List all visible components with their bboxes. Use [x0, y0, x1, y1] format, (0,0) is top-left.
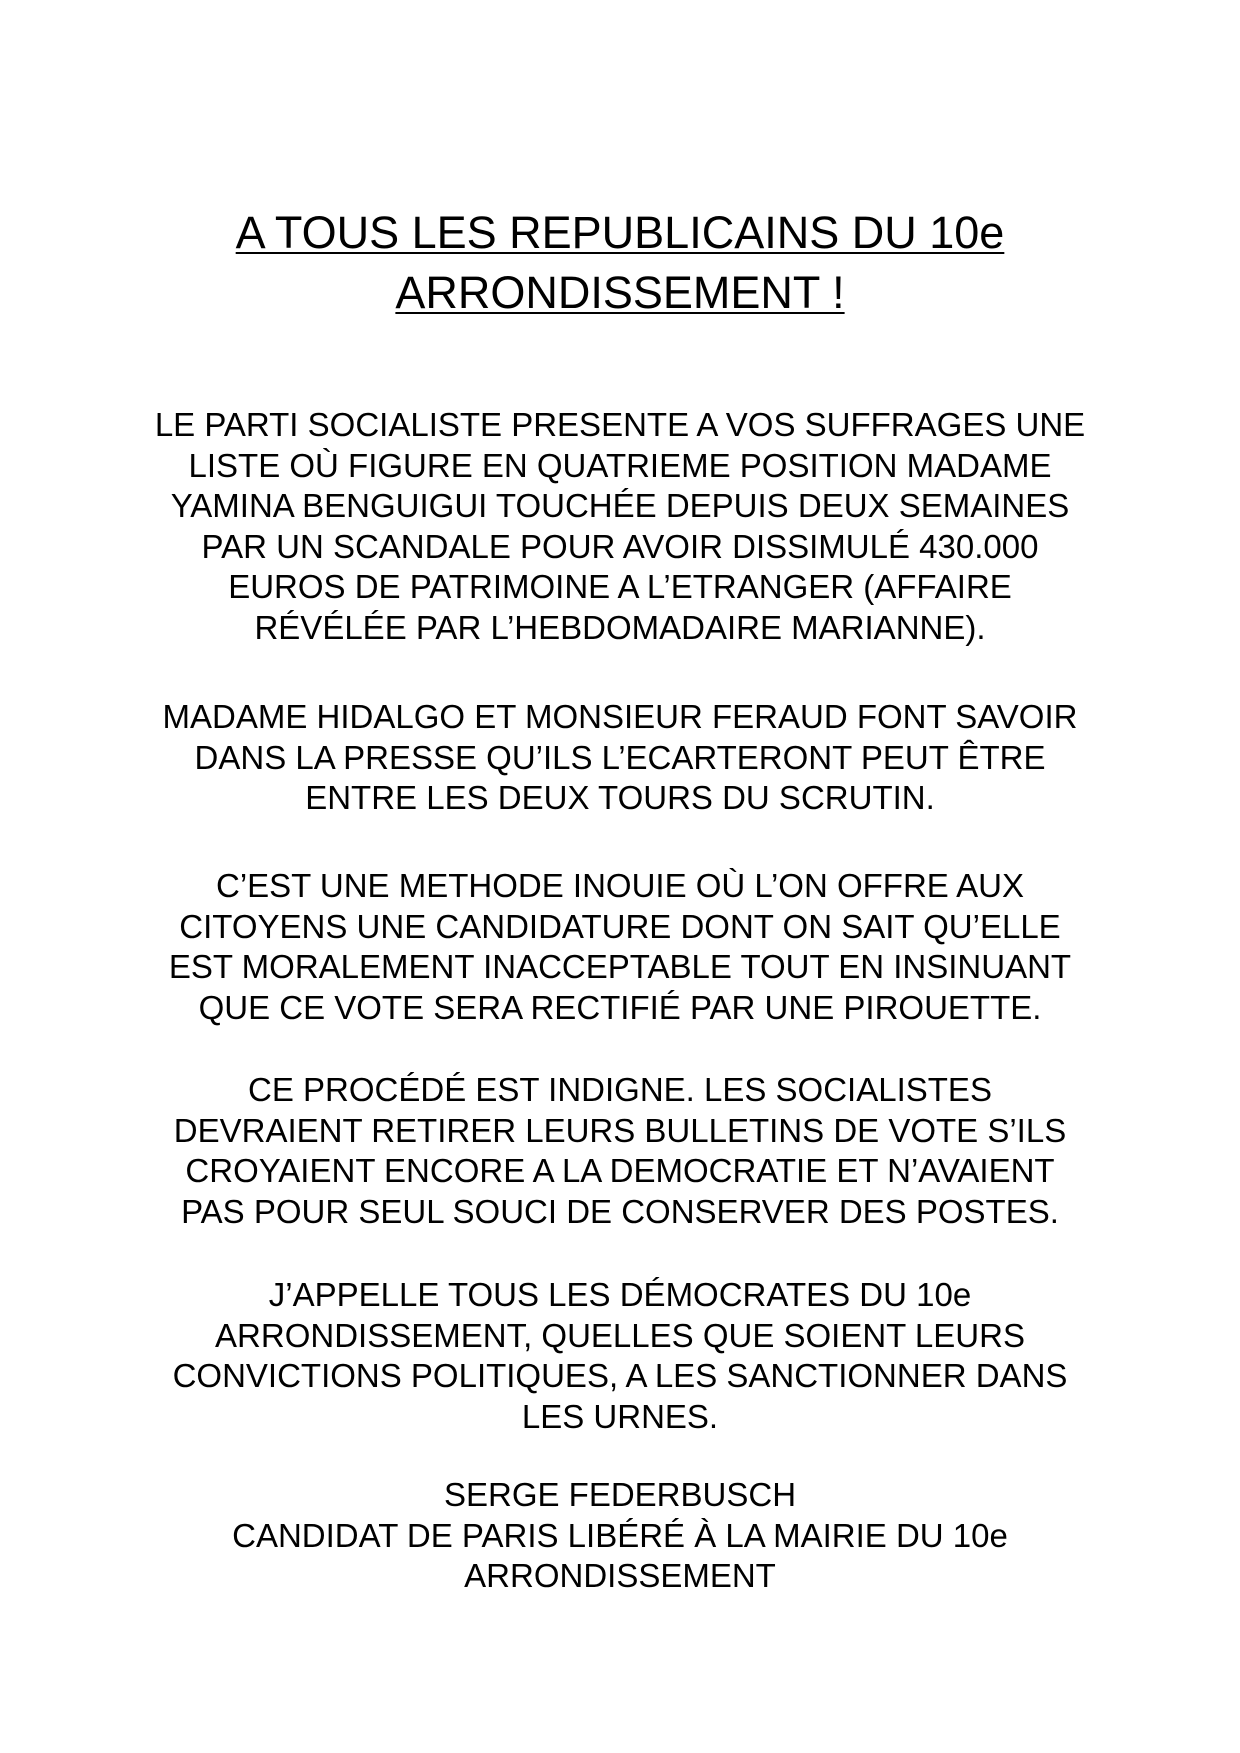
paragraph-scandal: LE PARTI SOCIALISTE PRESENTE A VOS SUFFRAGES UNE LISTE OÙ FIGURE EN QUATRIEME POSITION MADAME YAMINA BENGUIGUI TOUCHÉE DEPUIS DEUX SEMAINES PAR UN SCANDALE POUR AVOIR DISSIMULÉ 430.000 EUROS DE PATRIMOINE A L’ETRANGER (AFFAIRE RÉVÉLÉE PAR L’HEBDOMADAIRE MARIANNE).: [154, 406, 1086, 646]
document-title: [0, 203, 1240, 323]
paragraph-indigne: CE PROCÉDÉ EST INDIGNE. LES SOCIALISTES DEVRAIENT RETIRER LEURS BULLETINS DE VOTE S’ILS CROYAIENT ENCORE A LA DEMOCRATIE ET N’AVAIENT PAS POUR SEUL SOUCI DE CONSERVER DES POSTES.: [173, 1071, 1067, 1230]
paragraph-appeal: J’APPELLE TOUS LES DÉMOCRATES DU 10e ARRONDISSEMENT, QUELLES QUE SOIENT LEURS CONVICTIONS POLITIQUES, A LES SANCTIONNER DANS LES URNES.: [172, 1276, 1068, 1435]
document-title-text: A TOUS LES REPUBLICAINS DU 10e ARRONDISSEMENT !: [235, 207, 1005, 318]
paragraph-hidalgo-feraud: MADAME HIDALGO ET MONSIEUR FERAUD FONT SAVOIR DANS LA PRESSE QU’ILS L’ECARTERONT PEUT ÊTRE ENTRE LES DEUX TOURS DU SCRUTIN.: [162, 698, 1078, 816]
paragraph-method: C’EST UNE METHODE INOUIE OÙ L’ON OFFRE AUX CITOYENS UNE CANDIDATURE DONT ON SAIT QU’ELLE EST MORALEMENT INACCEPTABLE TOUT EN INSINUANT QUE CE VOTE SERA RECTIFIÉ PAR UNE PIROUETTE.: [168, 867, 1072, 1026]
signature-block: SERGE FEDERBUSCH CANDIDAT DE PARIS LIBÉRÉ À LA MAIRIE DU 10e ARRONDISSEMENT: [232, 1476, 1008, 1594]
